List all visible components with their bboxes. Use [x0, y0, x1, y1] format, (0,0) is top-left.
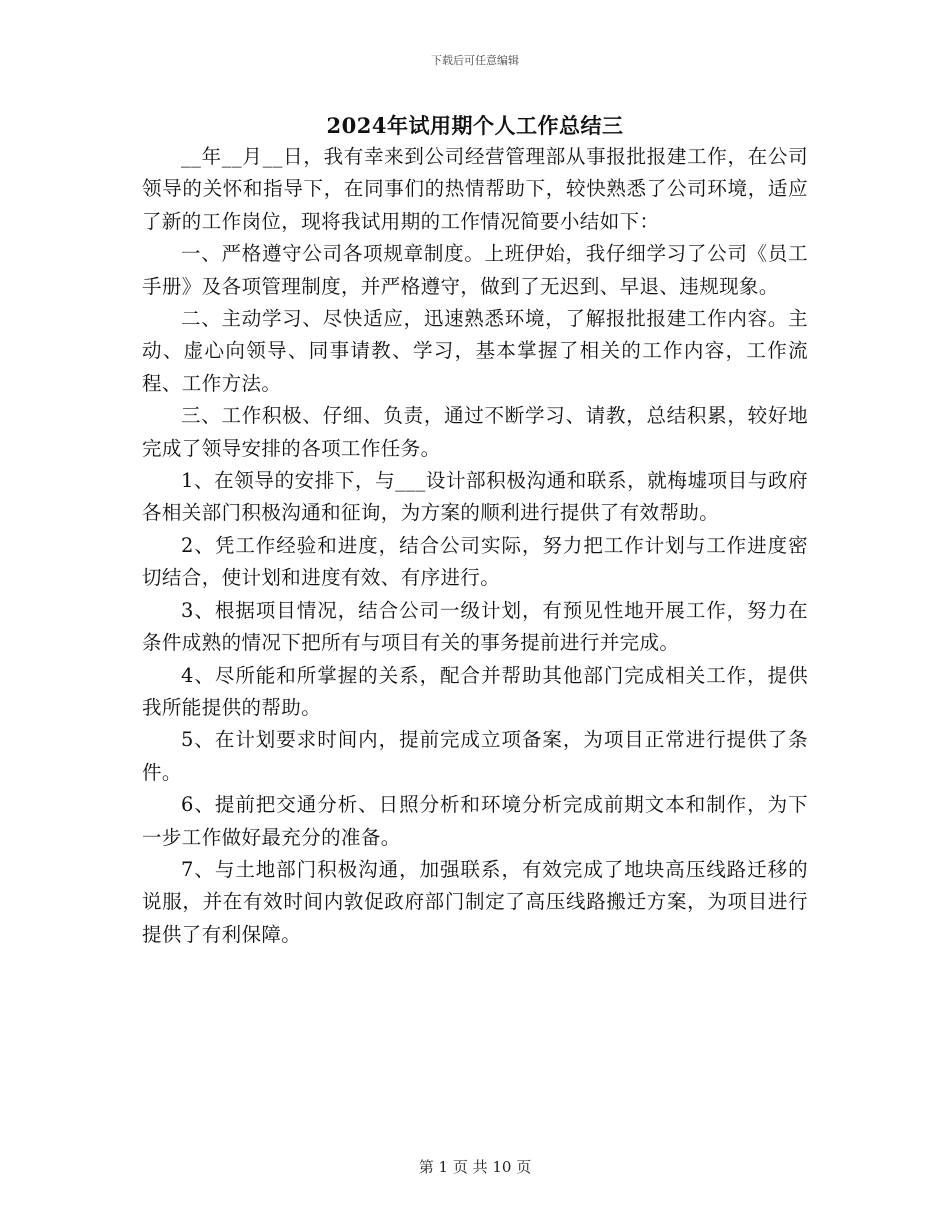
paragraph-item-4: 4、尽所能和所掌握的关系，配合并帮助其他部门完成相关工作，提供我所能提供的帮助。 [142, 663, 808, 719]
paragraph-item-5: 5、在计划要求时间内，提前完成立项备案，为项目正常进行提供了条件。 [142, 728, 808, 784]
paragraph-item-1: 1、在领导的安排下，与___设计部积极沟通和联系，就梅墟项目与政府各相关部门积极沟通和征询，为方案的顺利进行提供了有效帮助。 [142, 469, 808, 525]
header-note: 下载后可任意编辑 [431, 54, 519, 67]
paragraph-section-2: 二、主动学习、尽快适应，迅速熟悉环境，了解报批报建工作内容。主动、虚心向领导、同事请教、学习，基本掌握了相关的工作内容，工作流程、工作方法。 [142, 307, 808, 395]
paragraph-intro: __年__月__日，我有幸来到公司经营管理部从事报批报建工作，在公司领导的关怀和指导下，在同事们的热情帮助下，较快熟悉了公司环境，适应了新的工作岗位，现将我试用期的工作情况简要小结如下： [142, 145, 808, 233]
paragraph-item-7: 7、与土地部门积极沟通，加强联系，有效完成了地块高压线路迁移的说服，并在有效时间内敦促政府部门制定了高压线路搬迁方案，为项目进行提供了有利保障。 [142, 857, 808, 946]
page-number: 第 1 页 共 10 页 [418, 1158, 532, 1176]
document-title: 2024年试用期个人工作总结三 [326, 113, 624, 138]
paragraph-item-3: 3、根据项目情况，结合公司一级计划，有预见性地开展工作，努力在条件成熟的情况下把所有与项目有关的事务提前进行并完成。 [142, 598, 808, 655]
paragraph-section-3: 三、工作积极、仔细、负责，通过不断学习、请教，总结积累，较好地完成了领导安排的各项工作任务。 [142, 404, 808, 460]
paragraph-section-1: 一、严格遵守公司各项规章制度。上班伊始，我仔细学习了公司《员工手册》及各项管理制度，并严格遵守，做到了无迟到、早退、违规现象。 [142, 242, 808, 298]
paragraph-item-6: 6、提前把交通分析、日照分析和环境分析完成前期文本和制作，为下一步工作做好最充分的准备。 [142, 793, 808, 849]
paragraph-item-2: 2、凭工作经验和进度，结合公司实际，努力把工作计划与工作进度密切结合，使计划和进度有效、有序进行。 [142, 533, 808, 590]
document-body [142, 141, 808, 951]
